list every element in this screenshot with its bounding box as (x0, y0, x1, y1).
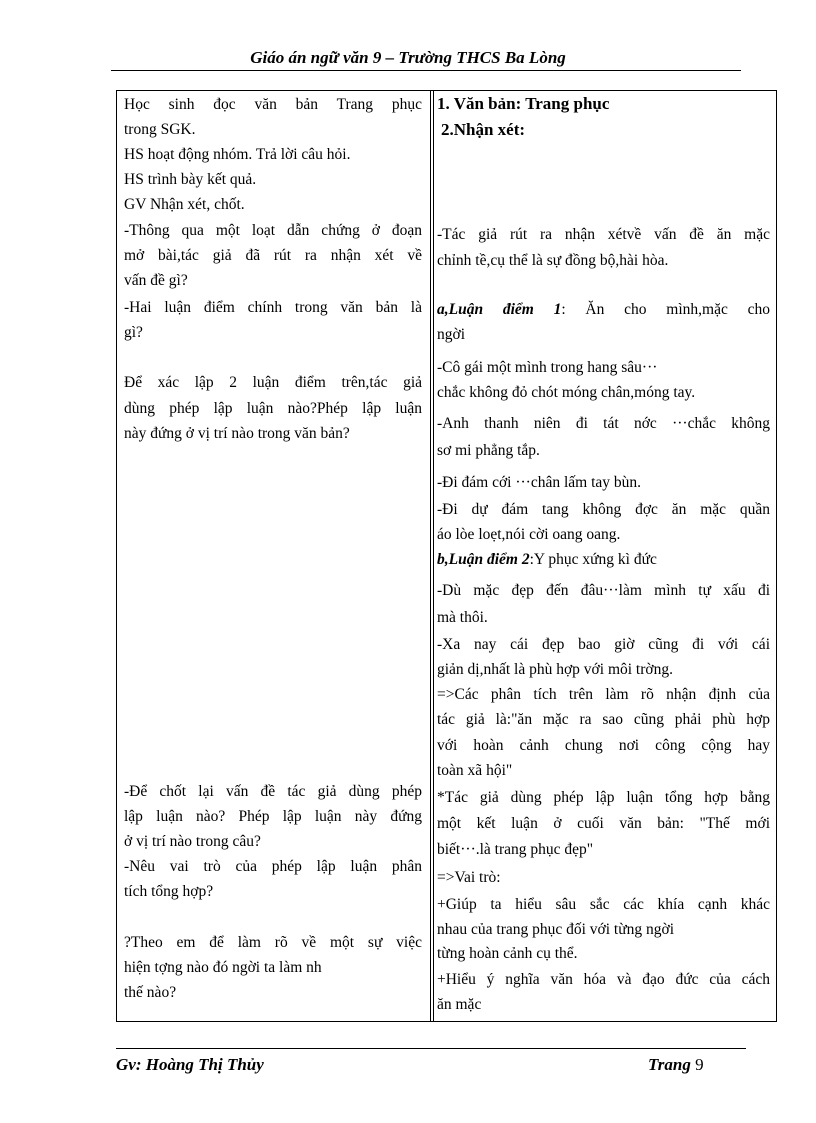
right-text: tác giả là:"ăn mặc ra sao cũng phải phù hợp (437, 711, 770, 728)
left-question: tích tổng hợp? (124, 883, 214, 900)
right-text: -Đi dự đám tang không đợc ăn mặc quần (437, 501, 770, 518)
right-text: -Anh thanh niên đi tát nớc ···chắc không (437, 415, 770, 432)
argument-2-label: b,Luận điểm 2 (437, 551, 530, 568)
section-heading: 2.Nhận xét: (441, 120, 526, 139)
left-question: hiện tợng nào đó ngời ta làm nh (124, 959, 322, 976)
argument-1-label: a,Luận điểm 1 (437, 301, 562, 318)
right-text: chắc không đỏ chót móng chân,móng tay. (437, 384, 696, 401)
section-heading: 1. Văn bản: Trang phục (437, 94, 610, 113)
left-question: này đứng ở vị trí nào trong văn bản? (124, 425, 350, 442)
left-question: lập luận nào? Phép lập luận này đứng (124, 808, 422, 825)
right-text: với hoàn cảnh chung nơi công cộng hay (437, 737, 770, 754)
left-question: vấn đề gì? (124, 272, 188, 289)
left-question: ở vị trí nào trong câu? (124, 833, 261, 850)
left-question: thế nào? (124, 984, 177, 1001)
right-text: sơ mi phẳng tắp. (437, 442, 540, 459)
right-text: +Hiểu ý nghĩa văn hóa và đạo đức của cách (437, 971, 770, 988)
left-question: -Hai luận điểm chính trong văn bản là (124, 299, 422, 316)
right-text: -Cô gái một mình trong hang sâu··· (437, 359, 658, 376)
page-header-title: Giáo án ngữ văn 9 – Trường THCS Ba Lòng (250, 48, 566, 67)
right-text: =>Vai trò: (437, 869, 501, 886)
right-text: biết···.là trang phục đẹp" (437, 841, 594, 858)
argument-2-text: :Y phục xứng kì đức (529, 551, 657, 568)
column-divider-inner (433, 91, 434, 1021)
right-text: -Tác giả rút ra nhận xétvề vấn đề ăn mặc (437, 226, 770, 243)
header-rule (111, 70, 741, 71)
footer-page (648, 1055, 704, 1075)
right-text: toàn xã hội" (437, 762, 513, 779)
left-question: -Thông qua một loạt dẫn chứng ở đoạn (124, 222, 422, 239)
left-question: Để xác lập 2 luận điểm trên,tác giả (124, 374, 422, 391)
right-text: chỉnh tề,cụ thể là sự đồng bộ,hài hòa. (437, 252, 669, 269)
right-text: mà thôi. (437, 609, 488, 626)
left-question: ?Theo em để làm rõ về một sự việc (124, 934, 422, 951)
right-text: *Tác giả dùng phép lập luận tổng hợp bằng (437, 789, 770, 806)
right-text: nhau của trang phục đối với từng ngời (437, 921, 675, 938)
footer-page-number: 9 (695, 1055, 704, 1074)
left-text: Học sinh đọc văn bản Trang phục (124, 96, 422, 113)
left-text: trong SGK. (124, 121, 196, 138)
right-text: -Xa nay cái đẹp bao giờ cũng đi với cái (437, 636, 770, 653)
right-text: từng hoàn cảnh cụ thể. (437, 945, 578, 962)
right-text: ăn mặc (437, 996, 482, 1013)
right-text: =>Các phân tích trên làm rõ nhận định của (437, 686, 770, 703)
right-text: ngời (437, 326, 466, 343)
footer-page-label: Trang (648, 1055, 691, 1074)
left-question: mở bài,tác giả đã rút ra nhận xét về (124, 247, 422, 264)
right-text: một kết luận ở cuối văn bản: "Thế mới (437, 815, 770, 832)
left-text: HS hoạt động nhóm. Trả lời câu hỏi. (124, 146, 351, 163)
left-text: GV Nhận xét, chốt. (124, 196, 245, 213)
argument-1-text: : Ăn cho mình,mặc cho (561, 301, 770, 318)
right-text: -Đi đám cới ···chân lấm tay bùn. (437, 474, 642, 491)
left-question: -Nêu vai trò của phép lập luận phân (124, 858, 422, 875)
right-text: -Dù mặc đẹp đến đâu···làm mình tự xấu đi (437, 582, 770, 599)
left-text: HS trình bày kết quả. (124, 171, 257, 188)
left-question: -Để chốt lại vấn đề tác giả dùng phép (124, 783, 422, 800)
argument-2 (437, 547, 770, 572)
left-question: gì? (124, 324, 143, 341)
footer-teacher: Gv: Hoàng Thị Thủy (116, 1055, 264, 1074)
right-text: áo lòe loẹt,nói cời oang oang. (437, 526, 621, 543)
right-text: giản dị,nhất là phù hợp với môi trờng. (437, 661, 673, 678)
left-question: dùng phép lập luận nào?Phép lập luận (124, 400, 422, 417)
column-divider (430, 91, 431, 1021)
footer-rule (116, 1048, 746, 1049)
right-text: +Giúp ta hiểu sâu sắc các khía cạnh khác (437, 896, 770, 913)
argument-1 (437, 297, 770, 322)
